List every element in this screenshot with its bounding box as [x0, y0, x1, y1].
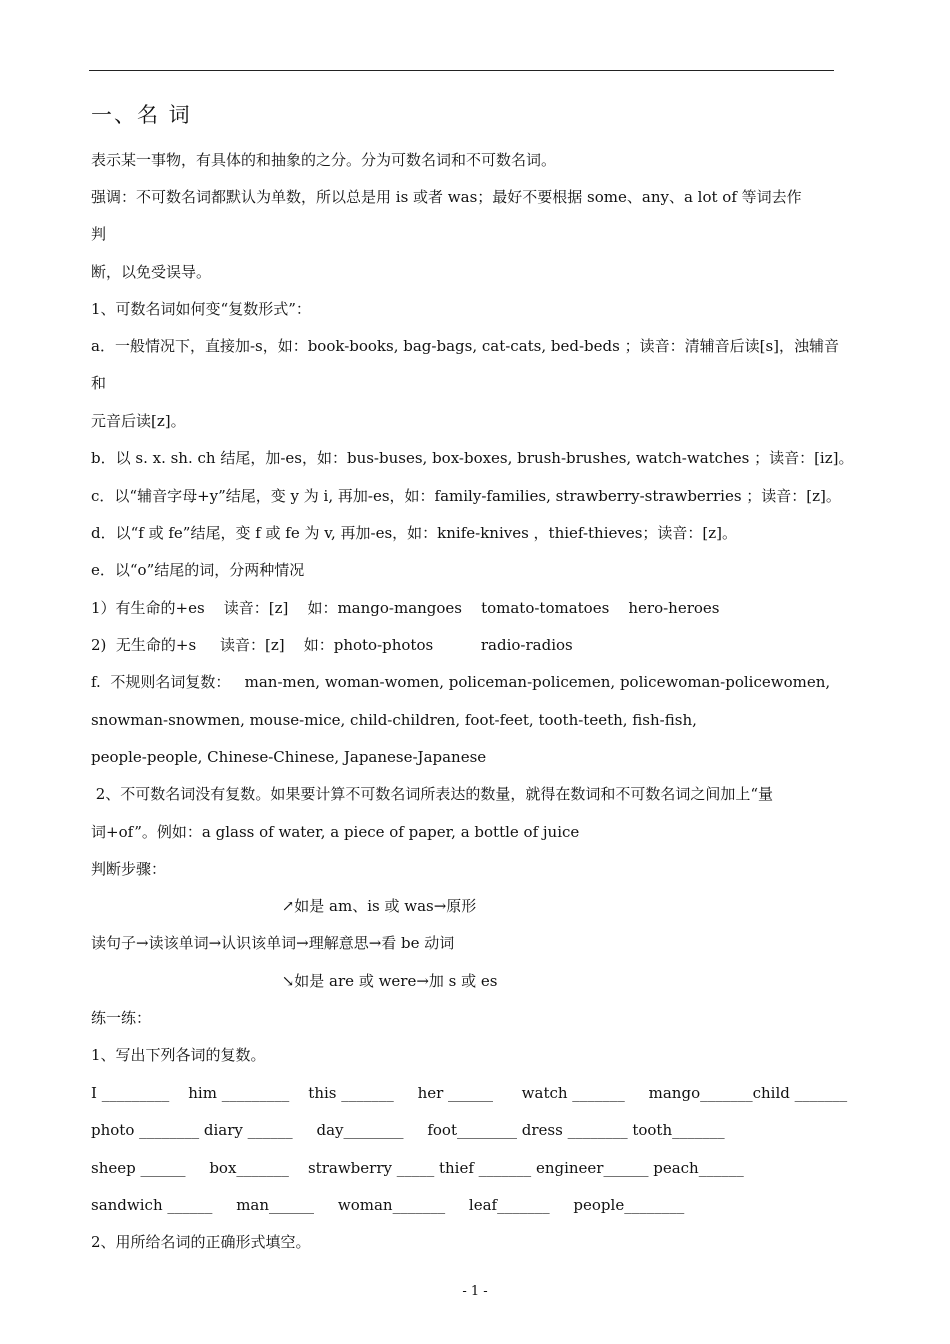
text-line: d．以“f 或 fe”结尾，变 f 或 fe 为 v, 再加-es，如：knife-knives ，thief-thieves；读音：[z]。 [91, 524, 738, 542]
text-line: 判 [91, 225, 107, 243]
text-line: b．以 s. x. sh. ch 结尾，加-es，如：bus-buses, box-boxes, brush-brushes, watch-watches ；读音：[iz]。 [91, 449, 854, 467]
text-line: e．以“o”结尾的词，分两种情况 [91, 561, 305, 579]
text-line: sandwich ______ man______ woman_______ leaf_______ people________ [91, 1196, 685, 1214]
text-line: 判断步骤： [91, 860, 167, 878]
text-line: 元音后读[z]。 [91, 412, 186, 430]
text-line: I _________ him _________ this _______ her ______ watch _______ mango_______child _______ [91, 1084, 848, 1102]
text-line: people-people, Chinese-Chinese, Japanese-Japanese [91, 748, 487, 766]
text-line: 1、写出下列各词的复数。 [91, 1046, 266, 1064]
text-line: a．一般情况下，直接加-s，如：book-books, bag-bags, cat-cats, bed-beds ；读音：清辅音后读[s]，浊辅音 [91, 337, 839, 355]
section-heading: 一、名 词 [91, 103, 192, 127]
page-number: - 1 - [462, 1284, 488, 1299]
text-line: 读句子→读该单词→认识该单词→理解意思→看 be 动词 [91, 934, 455, 952]
text-line: 2、用所给名词的正确形式填空。 [91, 1233, 311, 1251]
text-line: 断，以免受误导。 [91, 263, 212, 281]
header-rule [89, 70, 834, 71]
text-line: photo ________ diary ______ day________ foot________ dress ________ tooth_______ [91, 1121, 725, 1139]
text-line: 和 [91, 374, 107, 392]
text-line: 1、可数名词如何变“复数形式”： [91, 300, 311, 318]
text-line: 1）有生命的+es 读音：[z] 如：mango-mangoes tomato-tomatoes hero-heroes [91, 599, 720, 617]
text-line: 词+of”。例如：a glass of water, a piece of paper, a bottle of juice [91, 823, 580, 841]
text-line: 表示某一事物，有具体的和抽象的之分。分为可数名词和不可数名词。 [91, 151, 557, 169]
text-line: 2、不可数名词没有复数。如果要计算不可数名词所表达的数量，就得在数词和不可数名词之间加上“量 [91, 785, 773, 803]
text-line: ↗如是 am、is 或 was→原形 [91, 897, 477, 915]
text-line: 2) 无生命的+s 读音：[z] 如：photo-photos radio-radios [91, 636, 573, 654]
text-line: snowman-snowmen, mouse-mice, child-children, foot-feet, tooth-teeth, fish-fish, [91, 711, 697, 729]
text-line: c．以“辅音字母+y”结尾，变 y 为 i, 再加-es，如：family-families, strawberry-strawberries ；读音：[z]。 [91, 487, 841, 505]
text-line: 强调：不可数名词都默认为单数，所以总是用 is 或者 was；最好不要根据 some、any、a lot of 等词去作 [91, 188, 802, 206]
text-line: sheep ______ box_______ strawberry _____ thief _______ engineer______ peach______ [91, 1159, 744, 1177]
text-line: 练一练： [91, 1009, 152, 1027]
text-line: f. 不规则名词复数： man-men, woman-women, policeman-policemen, policewoman-policewomen, [91, 673, 831, 691]
text-line: ↘如是 are 或 were→加 s 或 es [91, 972, 498, 990]
